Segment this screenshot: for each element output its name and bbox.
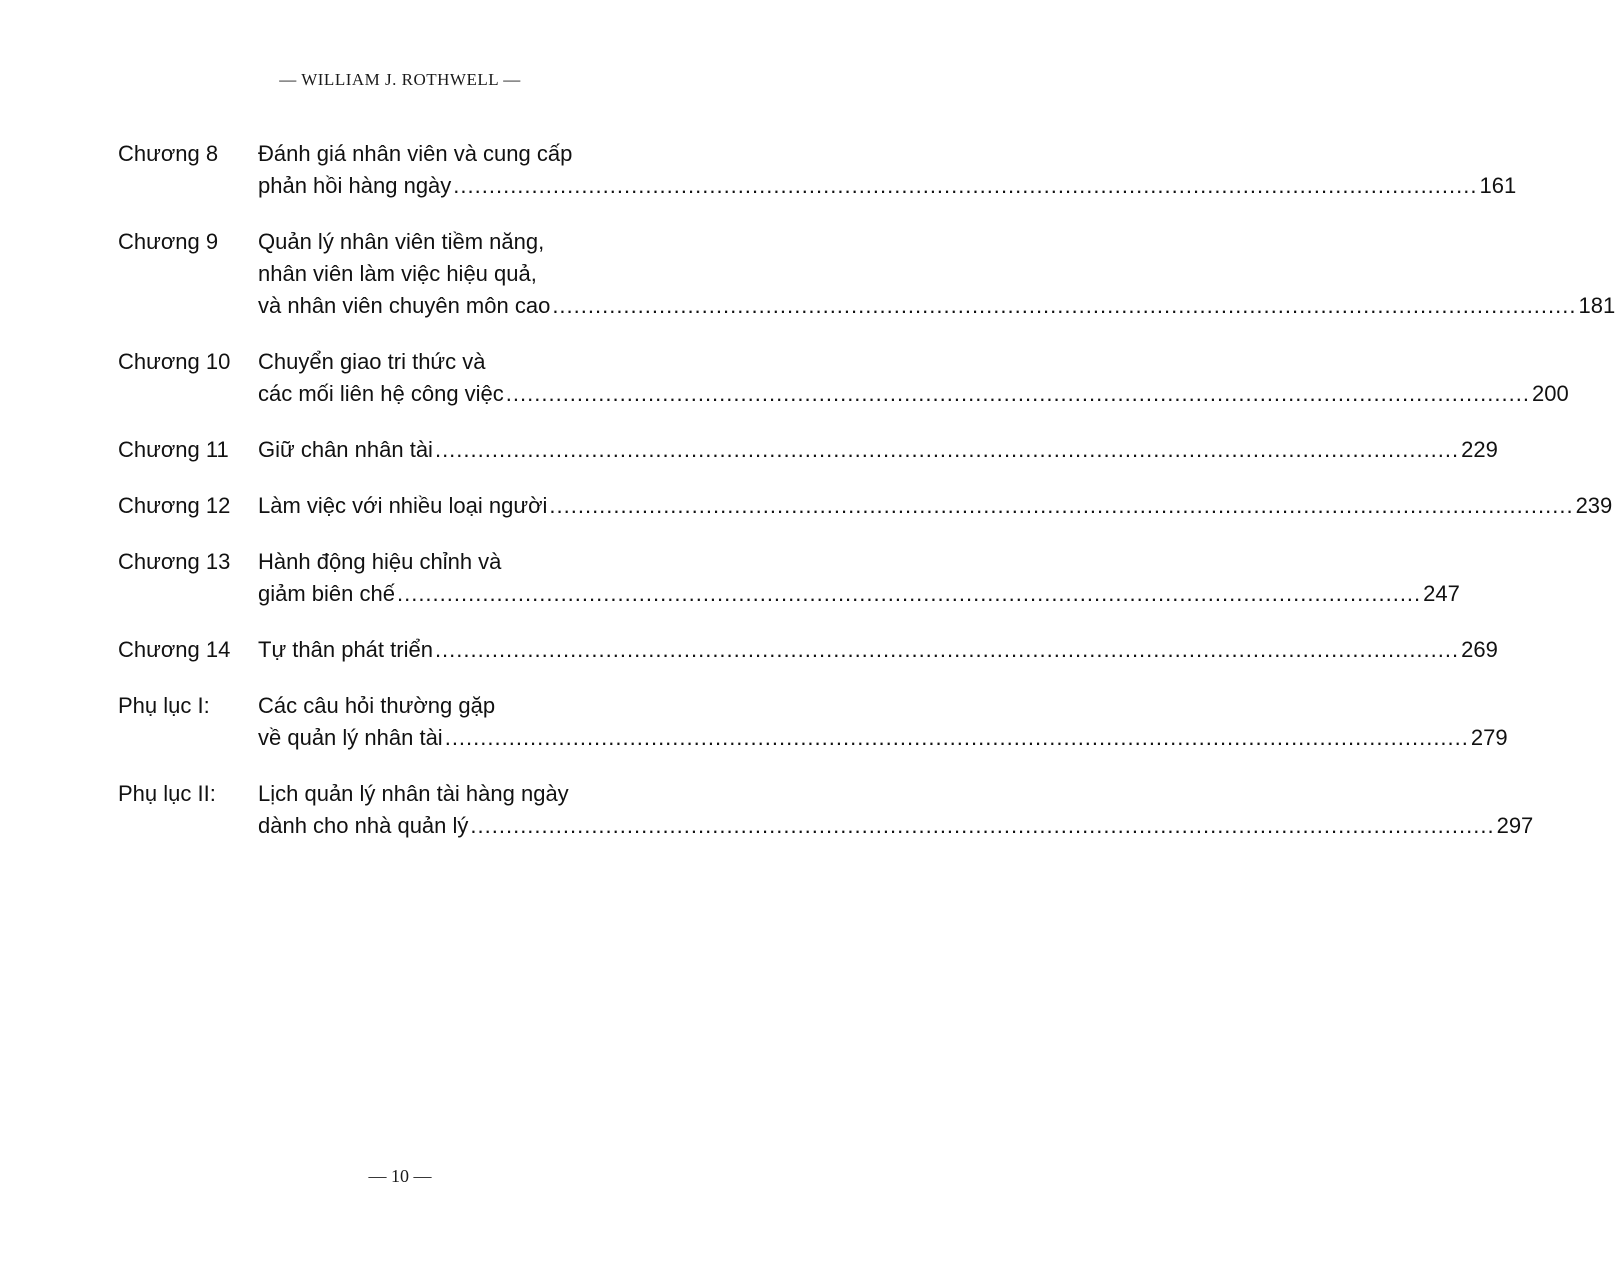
chapter-label: Chương 12 — [118, 493, 231, 518]
chapter-page-number: 297 — [1496, 813, 1534, 838]
running-header: — WILLIAM J. ROTHWELL — — [279, 70, 521, 89]
chapter-page-number: 239 — [1575, 493, 1613, 518]
chapter-page-number: 279 — [1470, 725, 1508, 750]
chapter-page-number: 181 — [1578, 293, 1615, 318]
chapter-title-last-line — [258, 722, 1508, 754]
chapter-title — [258, 778, 1533, 842]
chapter-title-text: giảm biên chế — [258, 581, 395, 606]
chapter-label: Chương 13 — [118, 549, 231, 574]
dot-leader — [445, 722, 1469, 754]
toc-entry — [118, 634, 1498, 666]
dot-leader — [470, 810, 1494, 842]
chapter-page-number: 247 — [1423, 581, 1460, 606]
chapter-title — [258, 690, 1508, 754]
dot-leader — [435, 634, 1459, 666]
chapter-title-text: Tự thân phát triển — [258, 637, 433, 662]
chapter-title-last-line — [258, 634, 1498, 666]
chapter-label: Chương 10 — [118, 349, 231, 374]
chapter-label: Phụ lục II: — [118, 781, 216, 806]
chapter-title-text: các mối liên hệ công việc — [258, 381, 504, 406]
chapter-title-text: và nhân viên chuyên môn cao — [258, 293, 551, 318]
chapter-title — [258, 546, 1460, 610]
table-of-contents — [118, 138, 1615, 866]
toc-entry — [118, 226, 1615, 322]
toc-entry — [118, 346, 1569, 410]
dot-leader — [453, 170, 1477, 202]
dot-leader — [552, 290, 1576, 322]
chapter-title-line: Lịch quản lý nhân tài hàng ngày — [258, 781, 569, 806]
chapter-title-text: Giữ chân nhân tài — [258, 437, 433, 462]
chapter-title-line: nhân viên làm việc hiệu quả, — [258, 261, 537, 286]
chapter-title — [258, 138, 1516, 202]
chapter-title-last-line — [258, 290, 1615, 322]
dot-leader — [435, 434, 1459, 466]
chapter-title — [258, 346, 1569, 410]
dot-leader — [506, 378, 1530, 410]
chapter-page-number: 269 — [1461, 637, 1498, 662]
chapter-title-last-line — [258, 378, 1569, 410]
chapter-page-number: 229 — [1461, 437, 1498, 462]
chapter-page-number: 161 — [1479, 173, 1517, 198]
chapter-title-text: Làm việc với nhiều loại người — [258, 493, 548, 518]
chapter-title — [258, 490, 1612, 522]
toc-entry — [118, 490, 1613, 522]
chapter-label: Chương 14 — [118, 637, 231, 662]
toc-entry — [118, 690, 1508, 754]
chapter-label: Chương 8 — [118, 141, 219, 166]
page-number: — 10 — — [368, 1166, 432, 1186]
chapter-title-last-line — [258, 490, 1612, 522]
toc-entry — [118, 434, 1498, 466]
chapter-title-last-line — [258, 578, 1460, 610]
chapter-title — [258, 434, 1498, 466]
toc-entry — [118, 778, 1534, 842]
toc-entry — [118, 546, 1460, 610]
chapter-title — [258, 226, 1615, 322]
chapter-title-last-line — [258, 434, 1498, 466]
dot-leader — [549, 490, 1573, 522]
chapter-page-number: 200 — [1531, 381, 1569, 406]
chapter-title-last-line — [258, 170, 1516, 202]
chapter-title-text: phản hồi hàng ngày — [258, 173, 452, 198]
chapter-label: Phụ lục I: — [118, 693, 210, 718]
chapter-label: Chương 11 — [118, 437, 229, 462]
chapter-label: Chương 9 — [118, 229, 219, 254]
chapter-title-text: về quản lý nhân tài — [258, 725, 443, 750]
dot-leader — [397, 578, 1421, 610]
chapter-title-text: dành cho nhà quản lý — [258, 813, 469, 838]
chapter-title-last-line — [258, 810, 1533, 842]
chapter-title-line: Hành động hiệu chỉnh và — [258, 549, 502, 574]
chapter-title-line: Các câu hỏi thường gặp — [258, 693, 496, 718]
chapter-title-line: Đánh giá nhân viên và cung cấp — [258, 141, 573, 166]
chapter-title — [258, 634, 1498, 666]
chapter-title-line: Chuyển giao tri thức và — [258, 349, 486, 374]
toc-entry — [118, 138, 1517, 202]
chapter-title-line: Quản lý nhân viên tiềm năng, — [258, 229, 545, 254]
